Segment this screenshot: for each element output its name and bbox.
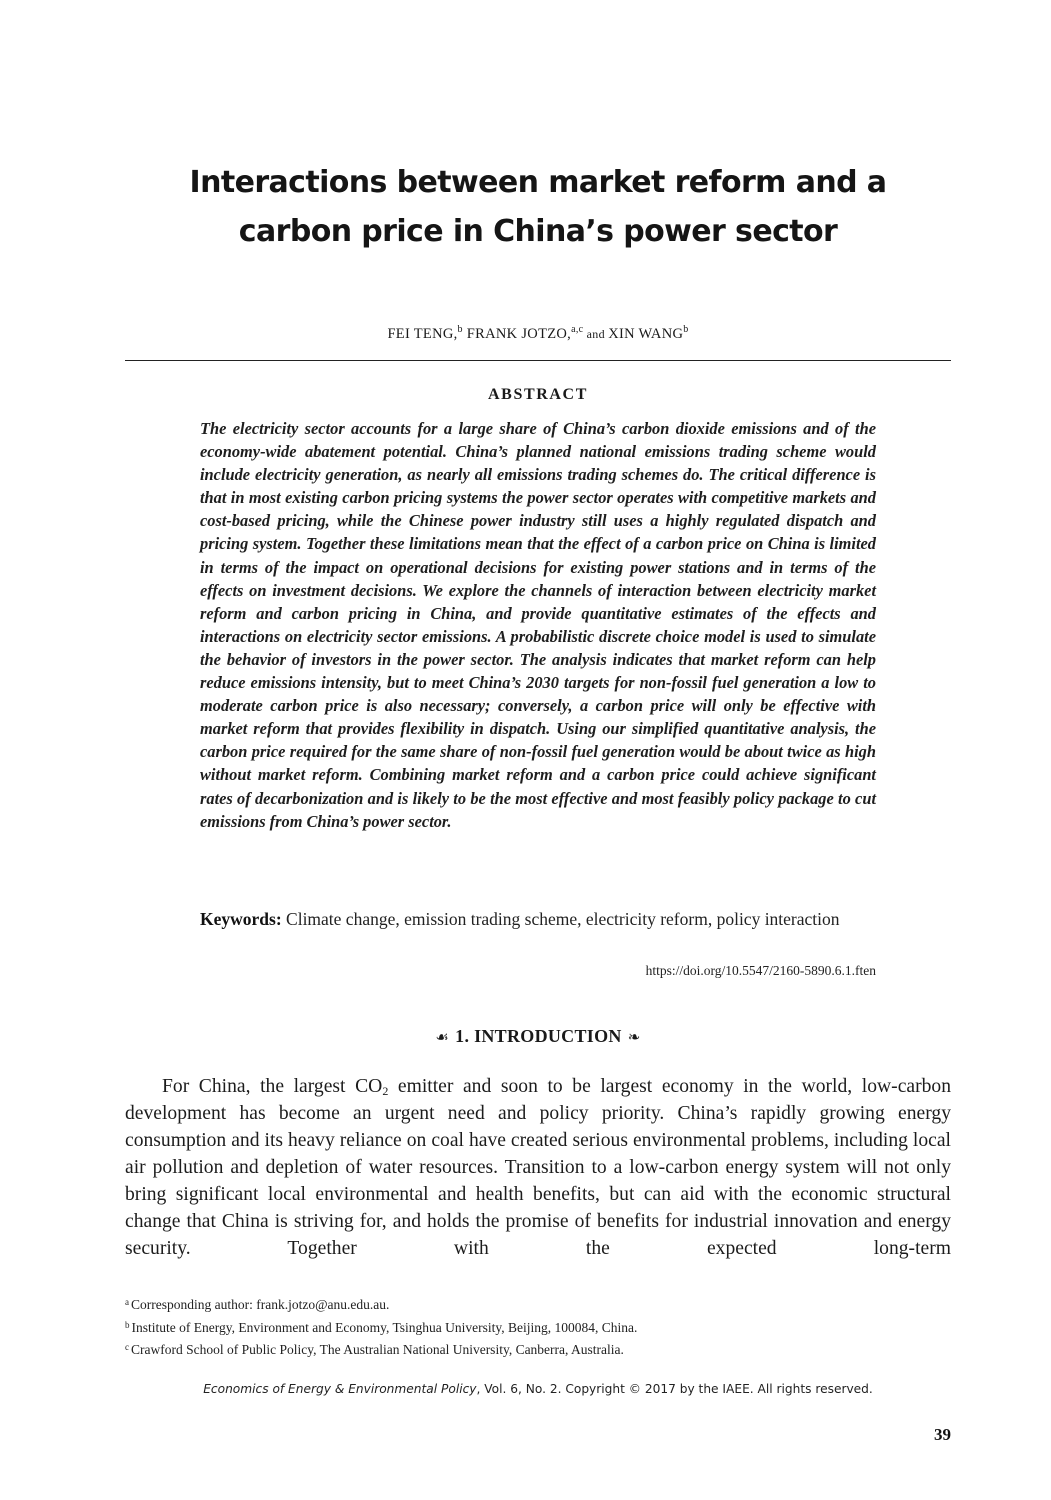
author-joiner: and: [583, 327, 609, 341]
author-list: [125, 326, 951, 343]
footnote-mark: c: [125, 1342, 129, 1352]
page-number: 39: [934, 1425, 951, 1444]
header-divider: [125, 360, 951, 361]
journal-details: , Vol. 6, No. 2. Copyright © 2017 by the IAEE. All rights reserved.: [476, 1382, 873, 1396]
fleuron-right-icon: ❧: [627, 1030, 641, 1046]
footnote-mark: a: [125, 1297, 129, 1307]
footnote-text: Crawford School of Public Policy, The Australian National University, Canberra, Australia.: [131, 1342, 624, 1357]
fleuron-left-icon: ☙: [435, 1030, 450, 1046]
author-name: FRANK JOTZO,: [462, 326, 572, 342]
footnote: [125, 1294, 951, 1317]
intro-subscript: 2: [382, 1084, 389, 1098]
introduction-paragraph: [125, 1073, 951, 1262]
footnote: [125, 1317, 951, 1340]
footnote-mark: b: [125, 1319, 130, 1330]
journal-citation: [125, 1382, 951, 1396]
keywords-label: Keywords:: [200, 909, 282, 929]
intro-text-rest: emitter and soon to be largest economy in the world, low-carbon development has become an urgent need and policy priority. China’s rapidly growing energy consumption and its heavy reliance on coal have created serious environmental problems, including local air pollution and depletion of water resources. Transition to a low-carbon energy system will not only bring significant local environmental and health benefits, but can aid with the economic structural change that China is striving for, and holds the promise of benefits for industrial innovation and energy security. Together with the expected long-term: [125, 1076, 952, 1259]
keywords: [200, 908, 876, 931]
affiliation-mark: b: [457, 324, 463, 335]
author-name: FEI TENG,: [387, 326, 458, 342]
footnote: [125, 1339, 951, 1362]
doi-link[interactable]: https://doi.org/10.5547/2160-5890.6.1.ften: [645, 963, 876, 978]
abstract-heading: ABSTRACT: [488, 386, 588, 403]
title-line-1: Interactions between market reform and a: [189, 165, 887, 200]
keywords-text: Climate change, emission trading scheme, electricity reform, policy interaction: [281, 909, 840, 929]
author-name: XIN WANG: [608, 326, 684, 342]
title-line-2: carbon price in China’s power sector: [238, 214, 838, 249]
affiliation-mark: a,c: [571, 324, 584, 335]
footnote-text: Corresponding author: frank.jotzo@anu.edu.au.: [131, 1297, 390, 1312]
footnote-text: Institute of Energy, Environment and Economy, Tsinghua University, Beijing, 100084, China.: [131, 1319, 638, 1335]
section-title: 1. INTRODUCTION: [455, 1026, 622, 1046]
paper-title: [125, 158, 951, 256]
footnotes: [125, 1294, 951, 1362]
affiliation-mark: b: [683, 324, 689, 335]
intro-text-start: For China, the largest CO: [162, 1076, 383, 1097]
section-heading-introduction: [125, 1026, 951, 1047]
journal-name: Economics of Energy & Environmental Policy: [203, 1382, 477, 1396]
abstract-text: The electricity sector accounts for a large share of China’s carbon dioxide emissions and of the economy-wide abatement potential. China’s planned national emissions trading scheme would include electricity generation, as nearly all emissions trading schemes do. The critical difference is that in most existing carbon pricing systems the power sector operates with competitive markets and cost-based pricing, while the Chinese power industry still uses a highly regulated dispatch and pricing system. Together these limitations mean that the effect of a carbon price on China is limited in terms of the impact on operational decisions for existing power stations and in terms of the effects on investment decisions. We explore the channels of interaction between electricity market reform and carbon pricing in China, and provide quantitative estimates of the effects and interactions on electricity sector emissions. A probabilistic discrete choice model is used to simulate the behavior of investors in the power sector. The analysis indicates that market reform can help reduce emissions intensity, but to meet China’s 2030 targets for non-fossil fuel generation a low to moderate carbon price is also necessary; conversely, a carbon price will only be effective with market reform that provides flexibility in dispatch. Using our simplified quantitative analysis, the carbon price required for the same share of non-fossil fuel generation would be about twice as high without market reform. Combining market reform and a carbon price could achieve significant rates of decarbonization and is likely to be the most effective and most feasibly policy package to cut emissions from China’s power sector.: [200, 419, 876, 831]
